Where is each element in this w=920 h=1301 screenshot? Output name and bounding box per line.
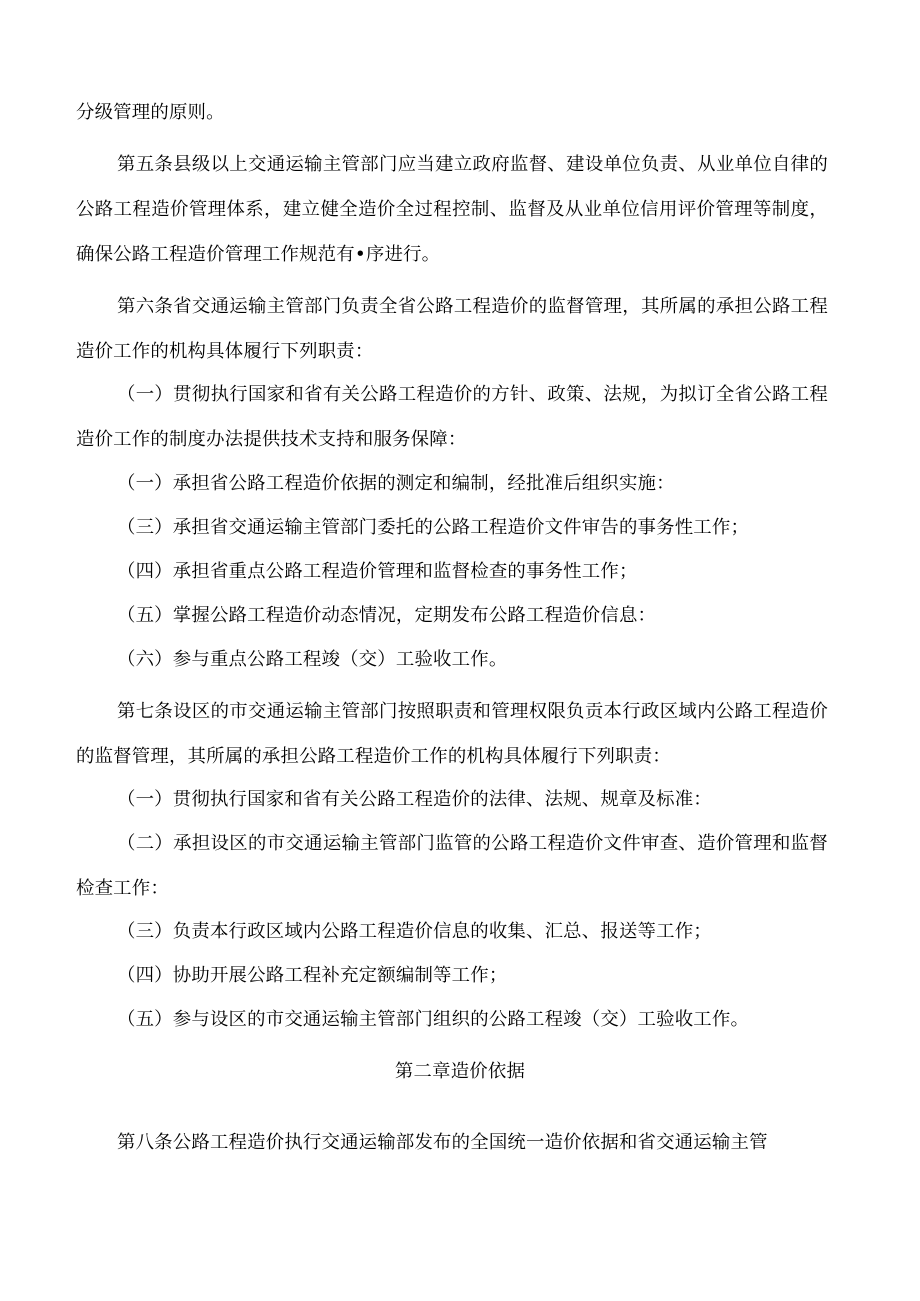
paragraph-continuation: 分级管理的原则。	[76, 102, 225, 123]
article-7-item-2: （二）承担设区的市交通运输主管部门监管的公路工程造价文件审查、造价管理和监督检查工作：	[76, 833, 828, 899]
article-5: 第五条县级以上交通运输主管部门应当建立政府监督、建设单位负责、从业单位自律的公路工程造价管理体系，建立健全造价全过程控制、监督及从业单位信用评价管理等制度，确保公路工程造价管理工作规范有•序进行。	[76, 154, 828, 265]
article-6-item-2: （一）承担省公路工程造价依据的测定和编制，经批准后组织实施：	[117, 473, 675, 494]
article-6-item-1: （一）贯彻执行国家和省有关公路工程造价的方针、政策、法规，为拟订全省公路工程造价工作的制度办法提供技术支持和服务保障：	[76, 384, 828, 450]
article-6-item-3: （三）承担省交通运输主管部门委托的公路工程造价文件审告的事务性工作；	[117, 517, 750, 538]
article-6-item-4: （四）承担省重点公路工程造价管理和监督检查的事务性工作；	[117, 561, 638, 582]
article-7: 第七条设区的市交通运输主管部门按照职责和管理权限负贡本行政区域内公路工程造价的监督管理，其所属的承担公路工程造价工作的机构具体履行下列职责：	[76, 701, 828, 767]
article-8: 第八条公路工程造价执行交通运输部发布的全国统一造价依据和省交通运输主管	[117, 1132, 768, 1153]
article-7-item-5: （五）参与设区的市交通运输主管部门组织的公路工程竣（交）工验收工作。	[117, 1009, 750, 1030]
article-7-item-3: （三）负责本行政区域内公路工程造价信息的收集、汇总、报送等工作；	[117, 921, 712, 942]
article-7-item-1: （一）贯彻执行国家和省有关公路工程造价的法律、法规、规章及标准：	[117, 789, 712, 810]
article-6: 第六条省交通运输主管部门负责全省公路工程造价的监督管理，其所属的承担公路工程造价工作的机构具体履行下列职责：	[76, 296, 828, 362]
chapter-heading: 第二章造价依据	[394, 1061, 526, 1082]
article-6-item-6: （六）参与重点公路工程竣（交）工验收工作。	[117, 649, 508, 670]
article-6-item-5: （五）掌握公路工程造价动态情况，定期发布公路工程造价信息：	[117, 605, 657, 626]
article-7-item-4: （四）协助开展公路工程补充定额编制等工作；	[117, 965, 508, 986]
